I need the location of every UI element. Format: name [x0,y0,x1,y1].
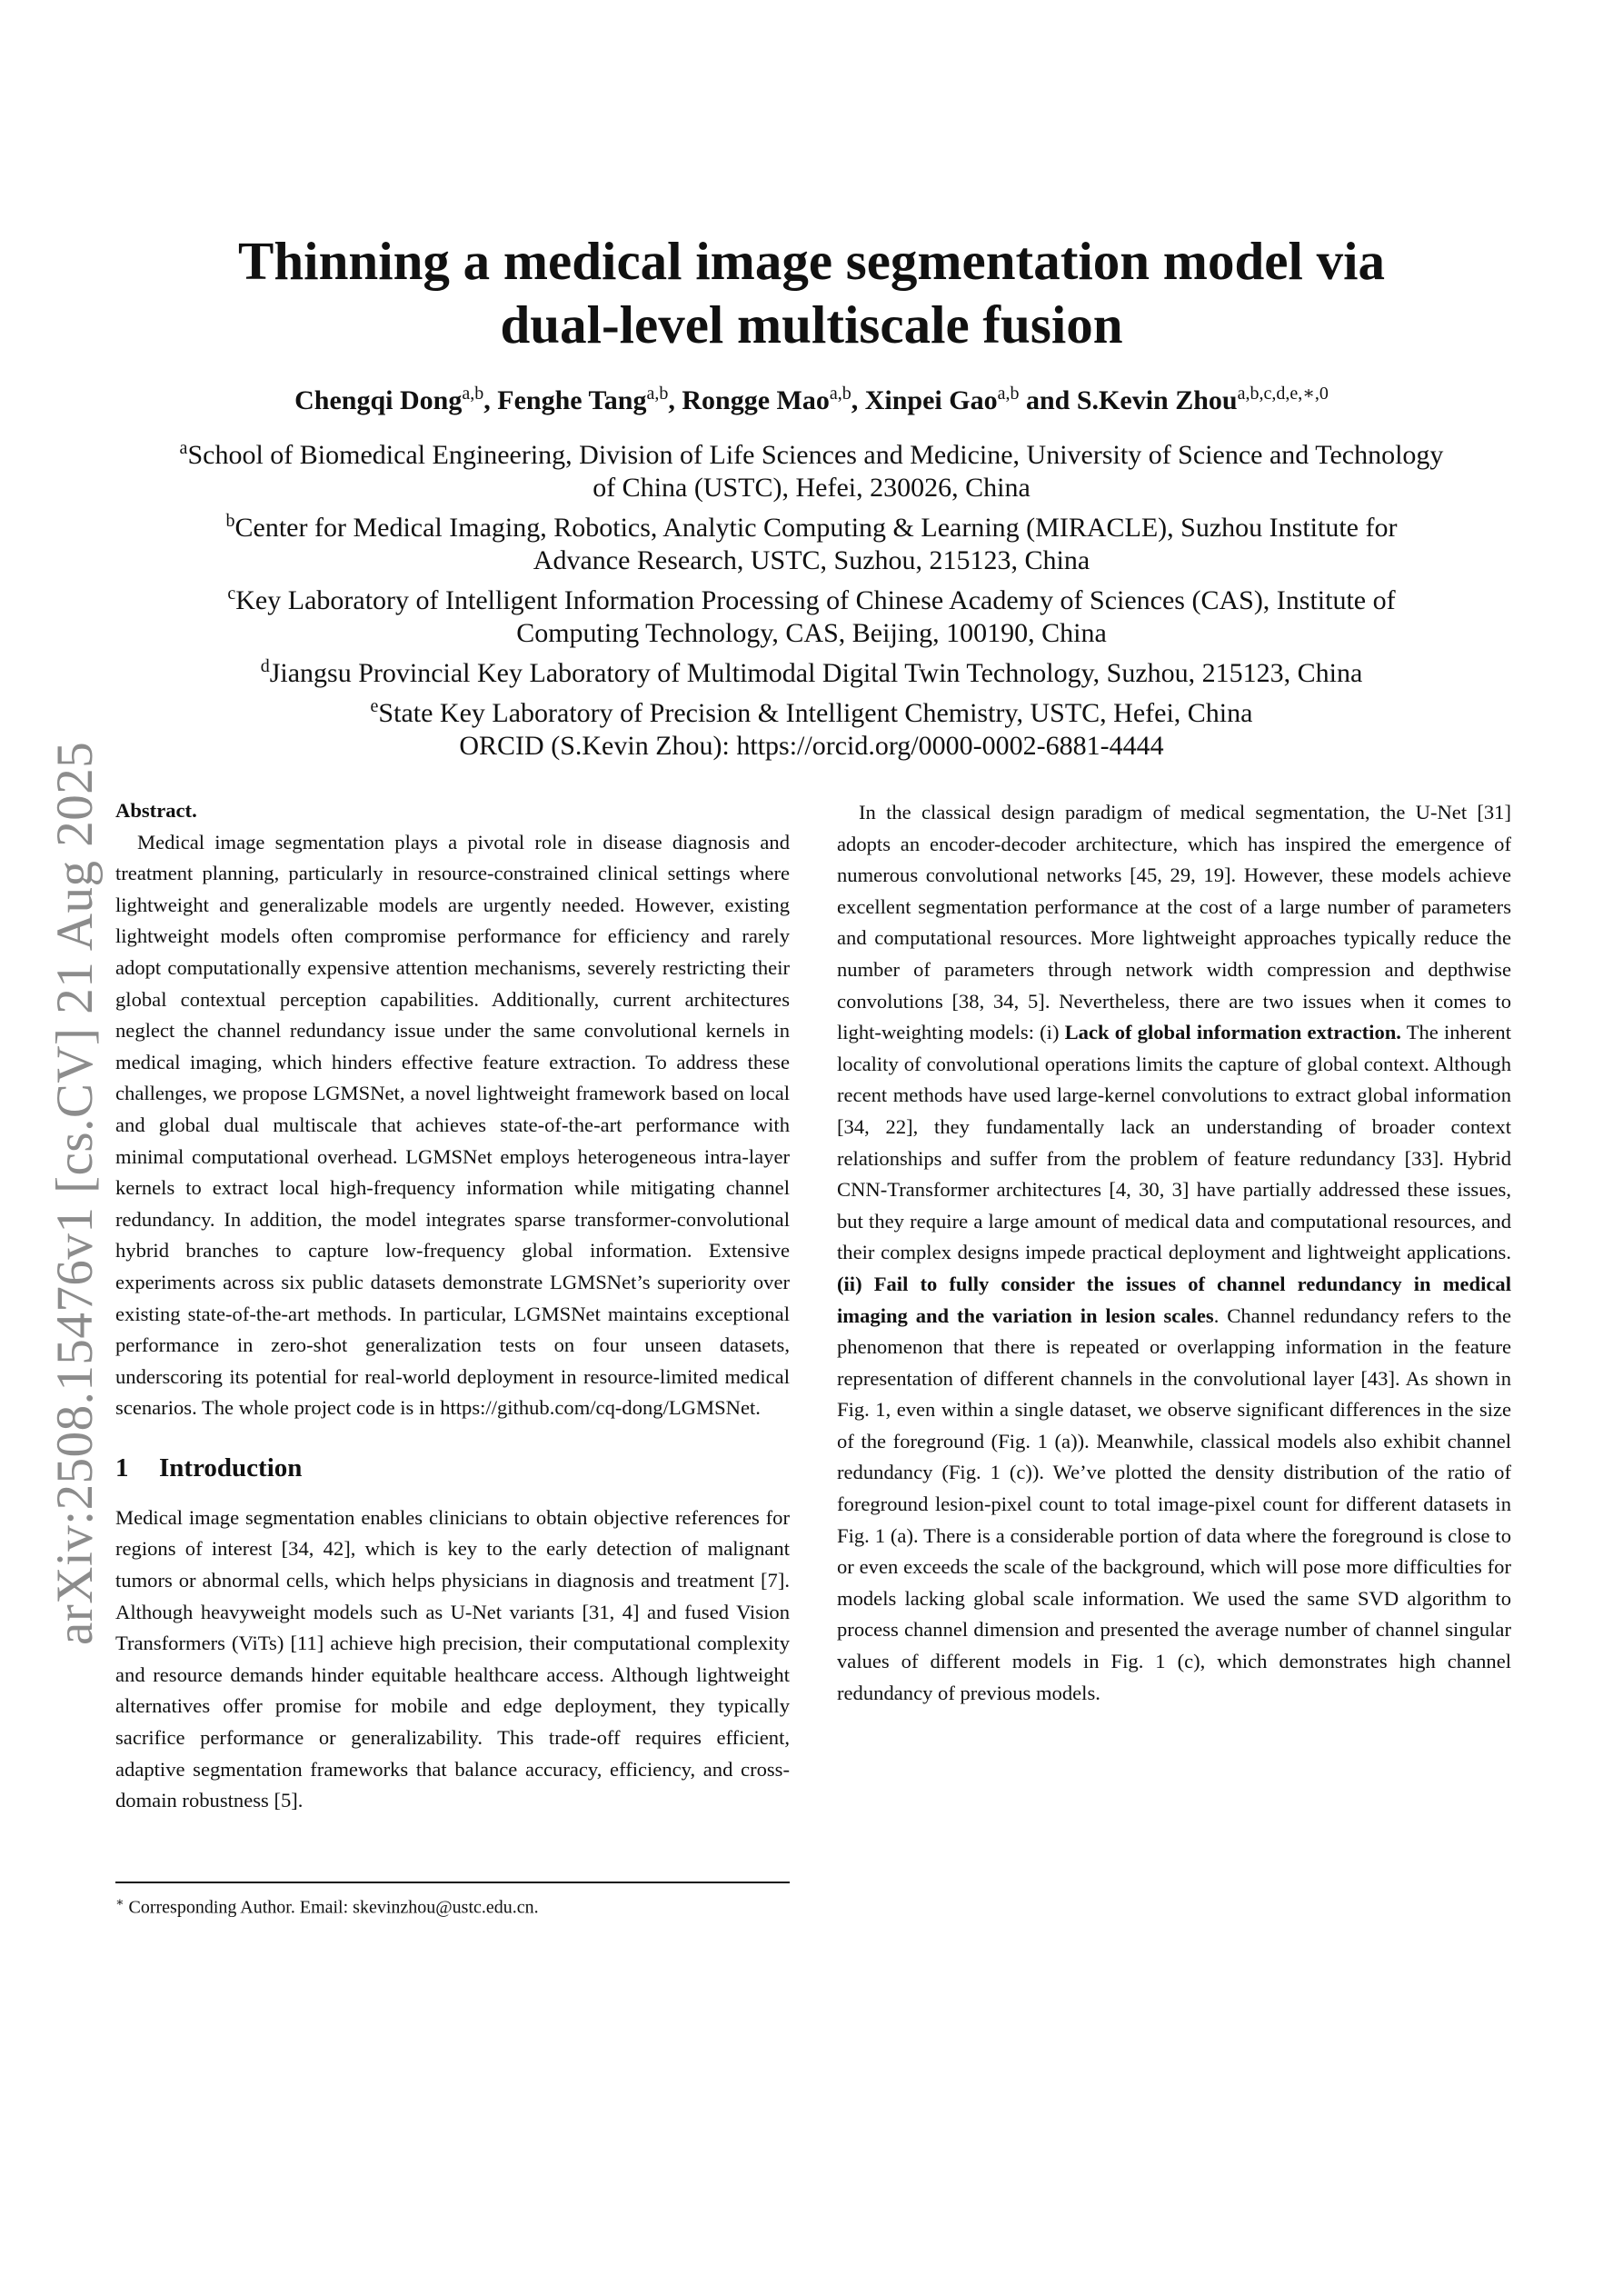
affiliation-e [100,690,1523,730]
orcid-line: ORCID (S.Kevin Zhou): https://orcid.org/0000-0002-6881-4444 [459,731,1164,761]
author-name: Chengqi Dong [294,385,463,415]
affiliation-text: Center for Medical Imaging, Robotics, Analytic Computing & Learning (MIRACLE), Suzhou Institute for [234,513,1398,543]
author-affil-marks: a,b [997,384,1020,404]
section-number: 1 [115,1452,129,1482]
author-affil-marks: a,b,c,d,e,∗,0 [1237,384,1329,404]
affiliation-text: Jiangsu Provincial Key Laboratory of Multimodal Digital Twin Technology, Suzhou, 215123, China [269,658,1363,688]
affiliation-c [100,577,1523,617]
intro-paragraph-2 [837,797,1511,1709]
title-line-1: Thinning a medical image segmentation model via [238,231,1385,291]
affiliation-mark: e [370,696,379,716]
paragraph-text: The inherent locality of convolutional operations limits the capture of global context. Although recent methods have used large-kernel convolutions to extract global information [34, 22], they fundamentally lack an understanding of broader context relationships and suffer from the problem of feature redundancy [33]. Hybrid CNN-Transformer architectures [4, 30, 3] have partially addressed these issues, but they require a large amount of medical data and computational resources, and their complex designs impede practical deployment and lightweight applications. [837,1021,1511,1264]
section-heading-introduction [115,1450,790,1486]
footnote-text: Corresponding Author. Email: skevinzhou@ustc.edu.cn. [124,1897,539,1918]
author-separator: , [668,385,682,415]
footnote-corresponding-author [115,1891,790,1921]
author-affil-marks: a,b [829,384,851,404]
affiliation-b [100,504,1523,544]
right-column [837,797,1511,1709]
affiliation-c-cont: Computing Technology, CAS, Beijing, 100190, China [516,618,1107,648]
author-separator: and [1019,385,1077,415]
affiliation-text: State Key Laboratory of Precision & Intelligent Chemistry, USTC, Hefei, China [378,698,1253,728]
affiliation-mark: b [225,511,235,531]
title-line-2: dual-level multiscale fusion [500,294,1123,354]
abstract-heading: Abstract. [115,799,197,822]
affiliation-a [100,432,1523,472]
paper-title [136,229,1487,356]
abstract-text: Medical image segmentation plays a pivotal role in disease diagnosis and treatment planning, particularly in resource-constrained clinical settings where lightweight and generalizable models are urgently needed. However, existing lightweight models often compromise performance for efficiency and rarely adopt computationally expensive attention mechanisms, severely restricting their global contextual perception capabilities. Additionally, current architectures neglect the channel redundancy issue under the same convolutional kernels in medical imaging, which hinders effective feature extraction. To address these challenges, we propose LGMSNet, a novel lightweight framework based on local and global dual multiscale that achieves state-of-the-art performance with minimal computational overhead. LGMSNet employs heterogeneous intra-layer kernels to extract local high-frequency information while mitigating channel redundancy. In addition, the model integrates sparse transformer-convolutional hybrid branches to capture low-frequency global information. Extensive experiments across six public datasets demonstrate LGMSNet’s superiority over existing state-of-the-art methods. In particular, LGMSNet maintains exceptional performance in zero-shot generalization tests on four unseen datasets, underscoring its potential for real-world deployment in resource-limited medical scenarios. The whole project code is in https://github.com/cq-dong/LGMSNet. [115,830,790,1420]
affiliation-b-cont: Advance Research, USTC, Suzhou, 215123, China [533,545,1090,575]
bold-phrase-channel-redundancy: (ii) Fail to fully consider the issues of channel redundancy in medical imaging and the variation in lesion scales [837,1272,1511,1327]
author-name: S.Kevin Zhou [1076,385,1238,415]
footnote-divider [115,1882,790,1883]
author-separator: , [483,385,498,415]
footnote-mark: ∗ [115,1896,124,1910]
affiliation-d [100,650,1523,690]
intro-paragraph-1: Medical image segmentation enables clinicians to obtain objective references for regions of interest [34, 42], which is key to the early detection of malignant tumors or abnormal cells, which helps physicians in diagnosis and treatment [7]. Although heavyweight models such as U-Net variants [31, 4] and fused Vision Transformers (ViTs) [11] achieve high precision, their computational complexity and resource demands hinder equitable healthcare access. Although lightweight alternatives offer promise for mobile and edge deployment, they typically sacrifice performance or generalizability. This trade-off requires efficient, adaptive segmentation frameworks that balance accuracy, efficiency, and cross-domain robustness [5]. [115,1505,790,1812]
author-name: Fenghe Tang [497,385,647,415]
author-name: Xinpei Gao [864,385,998,415]
paragraph-text: . Channel redundancy refers to the phenomenon that there is repeated or overlapping information in the feature representation of different channels in the convolutional layer [43]. As shown in Fig. 1, even within a single dataset, we observe significant differences in the size of the foreground (Fig. 1 (a)). Meanwhile, classical models also exhibit channel redundancy (Fig. 1 (c)). We’ve plotted the density distribution of the ratio of foreground lesion-pixel count to total image-pixel count for different datasets in Fig. 1 (a). There is a considerable portion of data where the foreground is close to or even exceeds the scale of the background, which will pose more difficulties for models lacking global scale information. We used the same SVD algorithm to process channel dimension and presented the average number of channel singular values of different models in Fig. 1 (c), which demonstrates high channel redundancy of previous models. [837,1303,1511,1704]
author-affil-marks: a,b [646,384,669,404]
author-separator: , [851,385,865,415]
affiliation-text: Key Laboratory of Intelligent Information Processing of Chinese Academy of Sciences (CAS), Institute of [235,585,1396,615]
author-list [136,375,1487,419]
left-column [115,795,790,1817]
affiliation-text: School of Biomedical Engineering, Division of Life Sciences and Medicine, University of Science and Technology [187,440,1444,470]
affiliation-mark: c [227,584,236,604]
affiliation-mark: d [260,656,270,676]
arxiv-identifier: arXiv:2508.15476v1 [cs.CV] 21 Aug 2025 [46,741,104,1645]
bold-phrase-global-information: Lack of global information extraction. [1064,1021,1401,1044]
author-affil-marks: a,b [462,384,484,404]
affiliation-mark: a [179,438,188,458]
paragraph-text: In the classical design paradigm of medical segmentation, the U-Net [31] adopts an encoder-decoder architecture, which has inspired the emergence of numerous convolutional networks [45, 29, 19]. However, these models achieve excellent segmentation performance at the cost of a large number of parameters and computational resources. More lightweight approaches typically reduce the number of parameters through network width compression and depthwise convolutions [38, 34, 5]. Nevertheless, there are two issues when it comes to light-weighting models: (i) [837,801,1511,1044]
affiliation-a-cont: of China (USTC), Hefei, 230026, China [592,473,1031,503]
author-name: Rongge Mao [682,385,830,415]
section-title: Introduction [159,1452,303,1482]
affiliation-list [100,432,1523,763]
